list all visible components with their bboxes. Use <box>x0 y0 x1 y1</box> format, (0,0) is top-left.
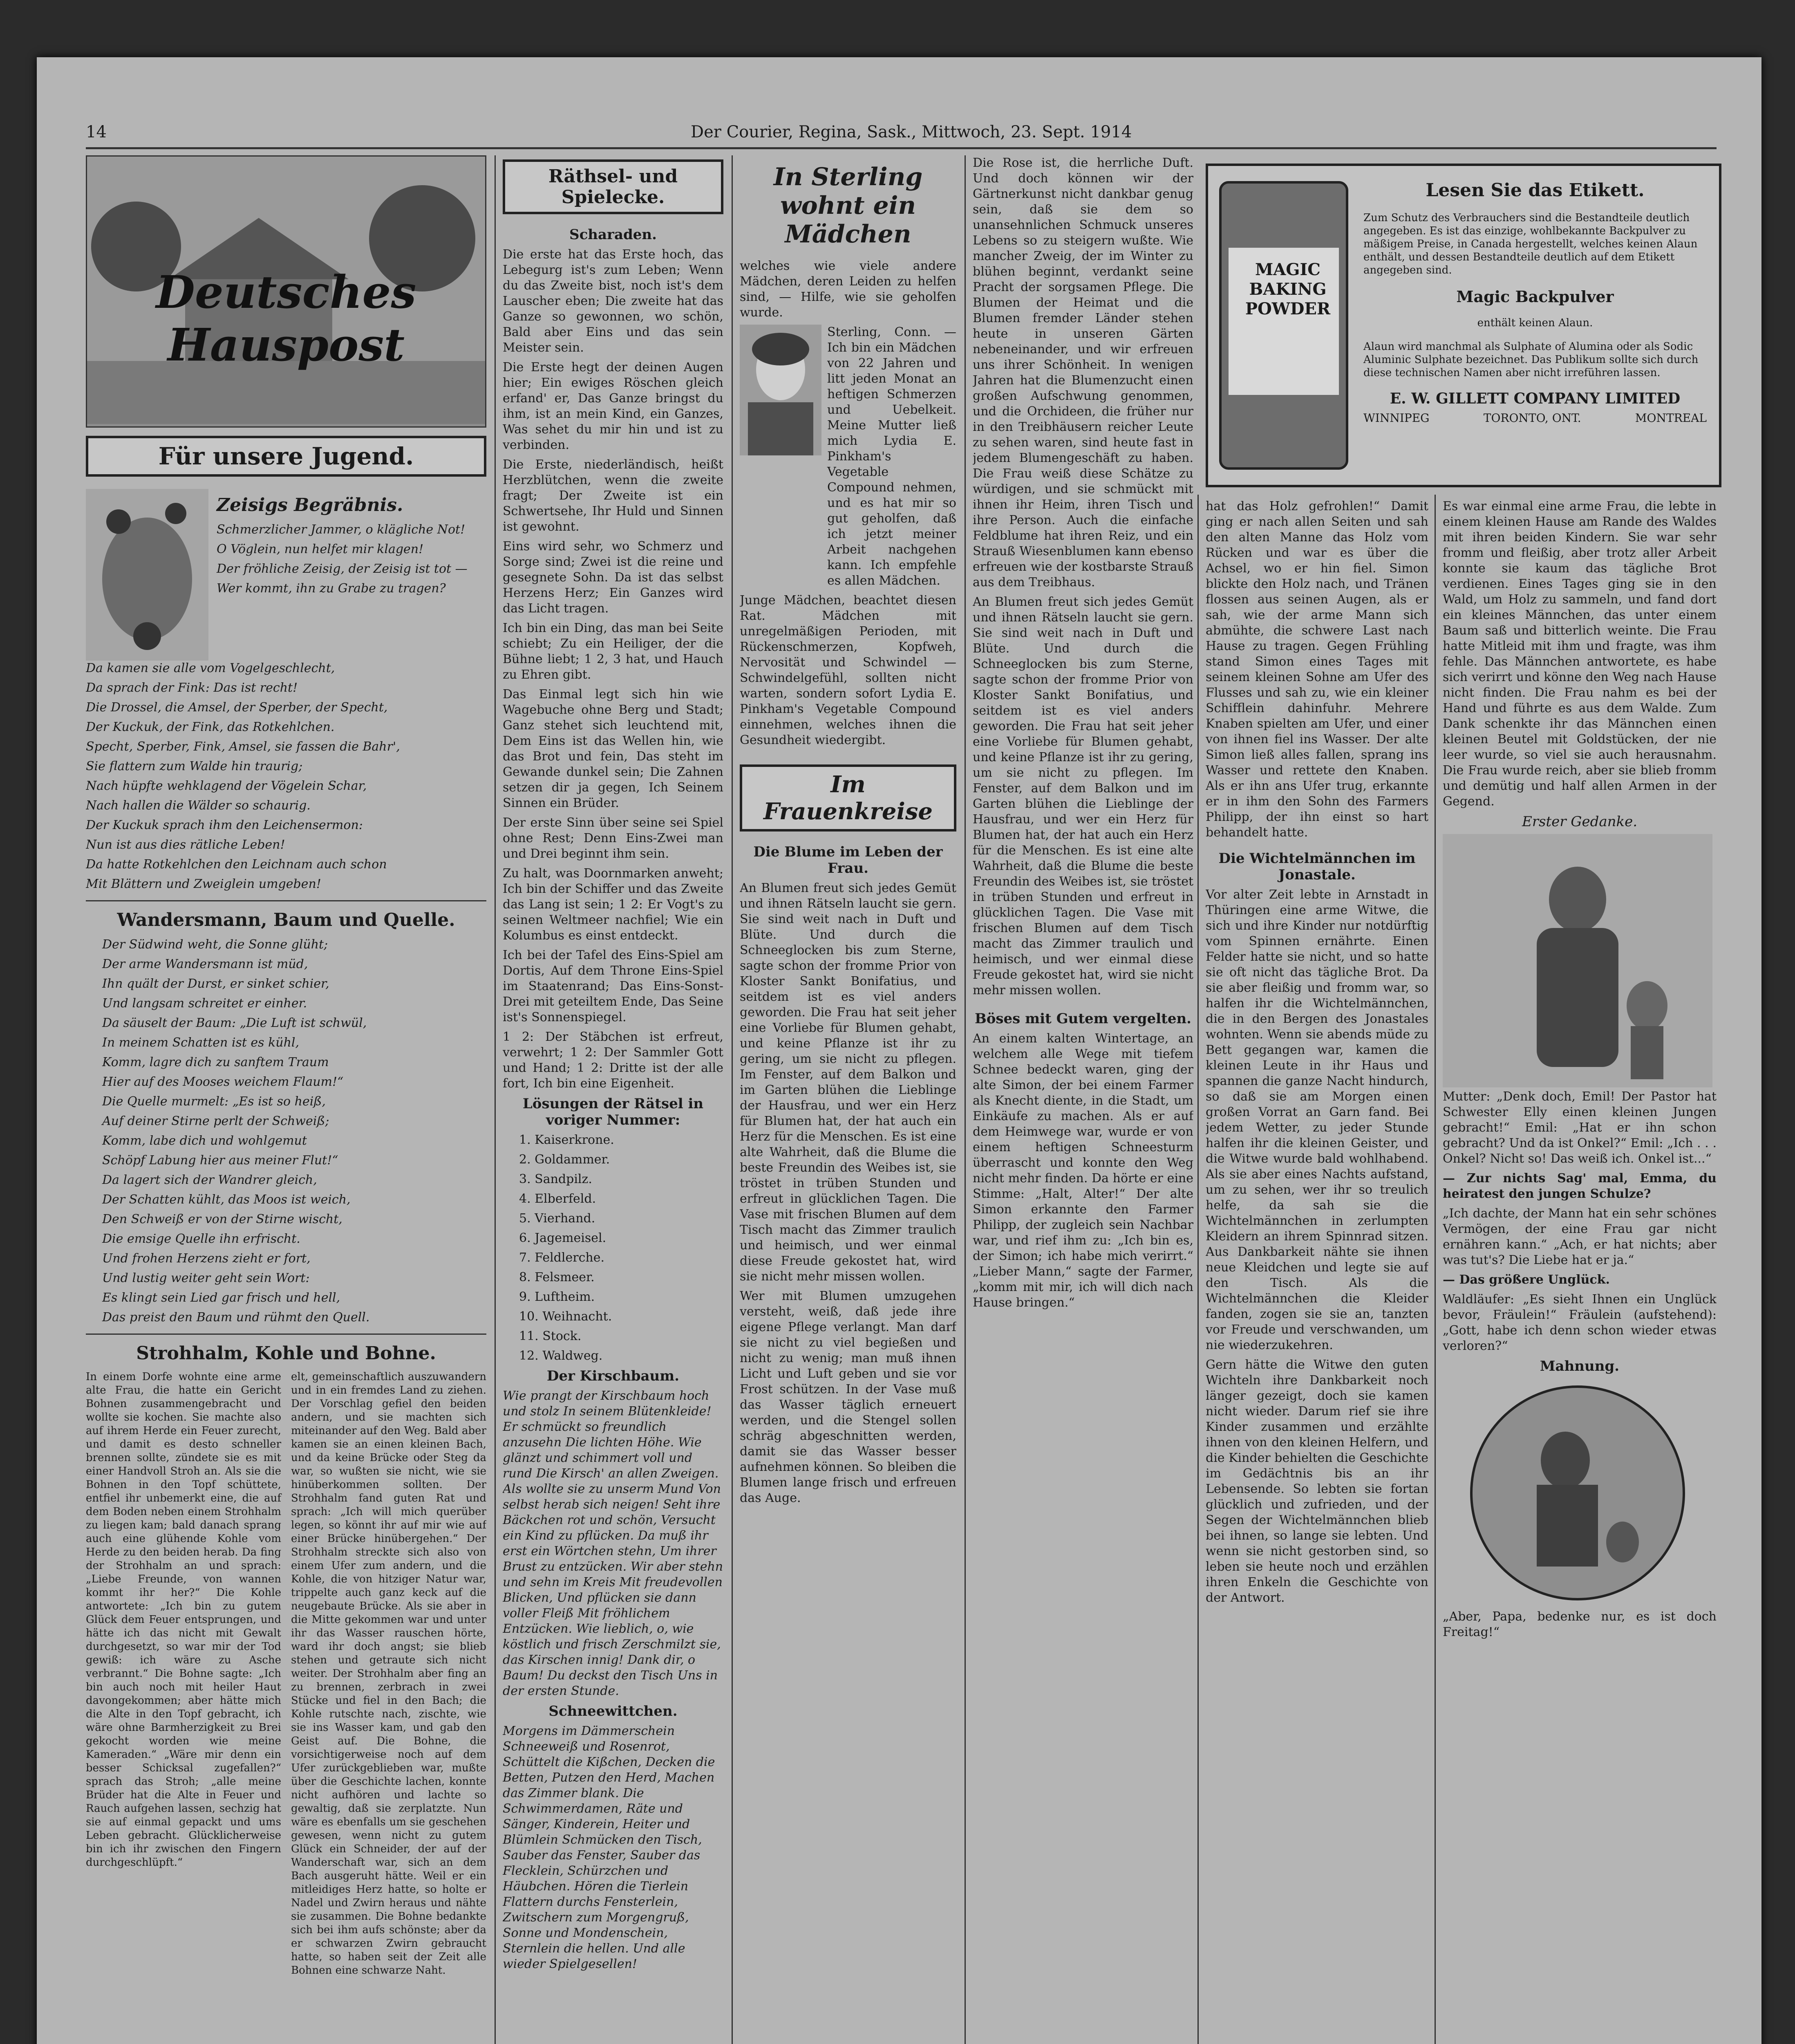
poem-line: Der arme Wandersmann ist müd, <box>102 957 308 971</box>
poem-text: Morgens im Dämmerschein Schneeweiß und Rosenrot, Schüttelt die Kißchen, Decken die Betten, Putzen den Herd, Machen das Zimmer blank. Die Schwimmerdamen, Räte und Sänger, Kinderein, Heiter und Blümlein Schmücken den Tisch, Sauber das Fenster, Sauber das Flecklein, Schürzchen und Häubchen. Hören die Tierlein Flattern durchs Fensterlein, Zwitschern zum Morgengruß, Sonne und Mondenschein, Sternlein die hellen. Und alle wieder Spielgesellen! <box>503 1724 715 1971</box>
ad-city: MONTREAL <box>1635 411 1707 425</box>
solution-item: 11. Stock. <box>519 1329 582 1343</box>
poem-line: Nach hüpfte wehklagend der Vögelein Schar, <box>86 779 367 793</box>
solution-item: 6. Jagemeisel. <box>519 1231 607 1245</box>
solution-item: 1. Kaiserkrone. <box>519 1133 614 1147</box>
riddle: Ich bin ein Ding, das man bei Seite schiebt; Zu ein Heiliger, der die Bühne liebt; 1 2, 3 hat, und Hauch zu Ehren gibt. <box>503 621 723 682</box>
poem-line: Wer kommt, ihn zu Grabe zu tragen? <box>217 581 446 596</box>
cartoon-caption: Mahnung. <box>1540 1358 1620 1374</box>
poem-text: Wie prangt der Kirschbaum hoch und stolz In seinem Blütenkleide! Er schmückt so freundlich anzusehn Die lichten Höhe. Wie glänzt und schimmert voll und rund Die Kirsch' an allen Zweigen. Als wollte sie zu unserm Mund Von selbst herab sich neigen! Seht ihre Bäckchen rot und schön, Versucht ein Kind zu pflücken. Da muß ihr erst ein Wörtchen stehn, Um ihrer Brust zu entzücken. Wir aber stehn und sehn im Kreis Mit freudevollen Blicken, Und pflücken sie dann voller Fleiß Mit fröhlichem Entzücken. Wie lieblich, o, wie köstlich und frisch Zerschmilzt sie, das Kirschen innig! Dank dir, o Baum! Du deckst den Tisch Uns in der ersten Stunde. <box>503 1389 723 1698</box>
story-text: Es war einmal eine arme Frau, die lebte in einem kleinen Hause am Rande des Waldes mit ihren beiden Kindern. Sie war sehr fromm und fleißig, aber trotz aller Arbeit konnte sie kaum das tägliche Brot verdienen. Eines Tages ging sie in den Wald, um Holz zu sammeln, und fand dort ein kleines Männchen, das unter einem Baum saß und bitterlich weinte. Die Frau hatte Mitleid mit ihm und fragte, was ihm fehle. Das Männchen antwortete, es habe sich verirrt und könne den Weg nach Hause nicht finden. Die Frau nahm es bei der Hand und führte es aus dem Walde. Zum Dank schenkte ihr das Männchen einen kleinen Beutel mit Goldstücken, der nie leer wurde, so viel sie auch herausnahm. Die Frau wurde reich, aber sie blieb fromm und demütig und half allen Armen in der Gegend. <box>1443 499 1717 809</box>
poem-line: Der Schatten kühlt, das Moos ist weich, <box>102 1192 351 1207</box>
story-title-boeses: Böses mit Gutem vergelten. <box>974 1011 1192 1027</box>
riddle: Ich bei der Tafel des Eins-Spiel am Dortis, Auf dem Throne Eins-Spiel im Staatenrand; Das Eins-Sonst-Drei mit geteiltem Ende, Das Seine ist's Sonnenspiegel. <box>503 948 723 1024</box>
frauen-heading: Im Frauenkreise <box>740 764 956 831</box>
riddle: Die erste hat das Erste hoch, das Lebegurg ist's zum Leben; Wenn du das Zweite bist, noch ist's dem Lauscher eben; Die zweite hat das Ganze so gewonnen, wo schön, Bald aber Eins und das sein Meister sein. <box>503 247 723 355</box>
page-number: 14 <box>86 123 107 141</box>
newspaper-page <box>37 57 1761 2044</box>
poem-title-wandersmann: Wandersmann, Baum und Quelle. <box>117 910 455 930</box>
ad-subtitle: welches wie viele andere Mädchen, deren Leiden zu helfen sind, — Hilfe, wie sie geholfen wurde. <box>740 259 956 320</box>
poem-line: Das preist den Baum und rühmt den Quell. <box>102 1310 370 1325</box>
riddle: Die Erste hegt der deinen Augen hier; Ein ewiges Röschen gleich erfand' er, Das Ganze bringst du ihm, ist an mein Kind, ein Ganzes, Was sehet du mir hin und ist zu verbinden. <box>503 360 723 452</box>
poem-line: Es klingt sein Lied gar frisch und hell, <box>102 1291 340 1305</box>
ad-city: TORONTO, ONT. <box>1483 411 1581 425</box>
can-brand-label: MAGIC BAKING POWDER <box>1245 260 1331 318</box>
poem-line: Der Kuckuk, der Fink, das Rotkehlchen. <box>86 720 335 734</box>
poem-line: Mit Blättern und Zweiglein umgeben! <box>86 877 321 891</box>
poem-line: Komm, labe dich und wohlgemut <box>102 1134 307 1148</box>
poem-line: Da lagert sich der Wandrer gleich, <box>102 1173 317 1187</box>
solution-item: 2. Goldammer. <box>519 1152 610 1167</box>
column-divider <box>1435 495 1436 2044</box>
ad-warning: Alaun wird manchmal als Sulphate of Alumina oder als Sodic Aluminic Sulphate bezeichnet. Das Publikum sollte sich durch diese technischen Namen aber nicht irreführen lassen. <box>1363 341 1699 379</box>
poem-line: Schöpf Labung hier aus meiner Flut!“ <box>102 1153 338 1168</box>
column-humor <box>1443 499 1717 2044</box>
column-divider <box>965 155 966 2044</box>
solution-item: 5. Vierhand. <box>519 1211 595 1226</box>
column-flowers <box>973 155 1193 2044</box>
ad-heading: Lesen Sie das Etikett. <box>1426 180 1645 201</box>
ad-text-secondary: Junge Mädchen, beachtet diesen Rat. Mädchen mit unregelmäßigen Perioden, mit Rückenschmerzen, Kopfweh, Nervosität und Schwindel — Schwindelgefühl, sollten nicht warten, sondern sofort Lydia E. Pinkham's Vegetable Compound einnehmen, welches ihnen die Gesundheit wiedergibt. <box>740 593 956 747</box>
poem-line: Und lustig weiter geht sein Wort: <box>102 1271 310 1285</box>
story-text: Vor alter Zeit lebte in Arnstadt in Thüringen eine arme Witwe, die sich und ihre Kinder nur notdürftig vom Spinnen ernährte. Einen Felder hatte sie nicht, und so hatte sie oft nicht das tägliche Brot. Da sie aber fleißig und fromm war, so halfen ihr die Wichtelmännchen, die in den Bergen des Jonastales wohnten. Wenn sie abends müde zu Bett gegangen war, kamen die kleinen Leute in ihr Haus und spannen die ganze Nacht hindurch, so daß sie am Morgen einen großen Vorrat an Garn fand. Bei jedem Wetter, zu jeder Stunde halfen ihr die kleinen Geister, und die Witwe wurde bald wohlhabend. Als sie aber eines Nachts aufstand, um zu sehen, wer ihr so treulich helfe, da sah sie die Wichtelmännchen in zerlumpten Kleidern an ihrem Spinnrad sitzen. Aus Dankbarkeit nähte sie ihnen neue Kleidchen und legte sie auf den Tisch. Als die Wichtelmännchen die Kleider fanden, zogen sie sie an, tanzten vor Freude und verschwanden, um nie wiederzukehren. <box>1206 888 1428 1352</box>
section-rule <box>86 1334 486 1335</box>
header-rule <box>86 147 1717 149</box>
solution-item: 7. Feldlerche. <box>519 1251 604 1265</box>
solution-item: 8. Felsmeer. <box>519 1270 595 1284</box>
column-riddles <box>503 155 723 2044</box>
masthead-illustration <box>86 155 486 428</box>
woman-portrait-image <box>740 325 821 455</box>
poem-line: Hier auf des Mooses weichem Flaum!“ <box>102 1075 344 1089</box>
poem-line: Nun ist aus dies rätliche Leben! <box>86 838 285 852</box>
poem-line: Auf deiner Stirne perlt der Schweiß; <box>102 1114 329 1128</box>
section-rule <box>86 900 486 901</box>
poem-line: In meinem Schatten ist es kühl, <box>102 1035 300 1050</box>
ad-title: In Sterling wohnt ein Mädchen <box>773 163 923 249</box>
poem-line: Ihn quält der Durst, er sinket schier, <box>102 977 329 991</box>
story-text: Gern hätte die Witwe den guten Wichteln ihre Dankbarkeit noch länger gezeigt, doch sie kamen nicht wieder. Darum rief sie ihre Kinder zusammen und erzählte ihnen von den kleinen Helfern, und die Kinder behielten die Geschichte im Gedächtnis bis an ihr Lebensende. So lebten sie fortan glücklich und zufrieden, und der Segen der Wichtelmännchen blieb bei ihnen, so lange sie lebten. Und wenn sie nicht gestorben sind, so leben sie heute noch und erzählen ihren Enkeln die Geschichte von der Antwort. <box>1206 1358 1428 1605</box>
joke-title: — Das größere Unglück. <box>1443 1273 1610 1287</box>
baking-powder-ad <box>1206 164 1721 487</box>
poem-line: Und frohen Herzens zieht er fort, <box>102 1251 311 1266</box>
riddle: Eins wird sehr, wo Schmerz und Sorge sind; Zwei ist die reine und gesegnete Sohn. Da ist das selbst Herzens Herz; Ein Ganzes wird das Licht tragen. <box>503 539 723 616</box>
poem-line: Und langsam schreitet er einher. <box>102 996 307 1011</box>
story-text: An einem kalten Wintertage, an welchem alle Wege mit tiefem Schnee bedeckt waren, ging der alte Simon, der bei einem Farmer als Knecht diente, in die Stadt, um Einkäufe zu machen. Als er auf dem Heimwege war, wurde er von einem heftigen Schneesturm überrascht und konnte den Weg nicht mehr finden. Da hörte er eine Stimme: „Halt, Alter!“ Der alte Simon erkannte den Farmer Philipp, der zugleich sein Nachbar war, und rief ihm zu: „Ich bin es, der Simon; ich habe mich verirrt.“ „Lieber Mann,“ sagte der Farmer, „komm mit mir, ich will dich nach Hause bringen.“ <box>973 1031 1193 1310</box>
masthead-title: Deutsches Hauspost <box>156 266 416 371</box>
frauen-subheading: Die Blume im Leben der Frau. <box>753 844 943 876</box>
poem-line: Specht, Sperber, Fink, Amsel, sie fassen die Bahr', <box>86 740 400 754</box>
poem-line: Komm, lagre dich zu sanftem Traum <box>102 1055 329 1069</box>
solutions-heading: Lösungen der Rätsel in voriger Nummer: <box>522 1096 704 1128</box>
poem-line: O Vöglein, nun helfet mir klagen! <box>217 542 424 556</box>
cartoon-round-image <box>1443 1378 1712 1607</box>
birds-illustration <box>86 489 208 661</box>
article-text: An Blumen freut sich jedes Gemüt und ihnen Rätseln laucht sie gern. Sie sind weit nach in Duft und Blüte. Und durch die Schneeglocken bis zum Sterne, sagte schon der fromme Prior von Kloster Sankt Bonifatius, und seitdem ist es viel anders geworden. Die Frau hat seit jeher eine Vorliebe für Blumen gehabt, und keine Pflanze ist ihr zu gering, um sie nicht zu pflegen. Im Fenster, auf dem Balkon und im Garten blühen die Lieblinge der Hausfrau, und wer ein Herz für Blumen hat, der hat auch ein Herz für die Menschen. Es ist eine alte Wahrheit, daß die Blume die beste Freundin des Weibes ist, sie tröstet in trüben Stunden und erfreut in glücklichen Tagen. Die Vase mit frischen Blumen auf dem Tisch macht das Zimmer traulich und heimisch, und wer einmal diese Freude gekostet hat, wird sie nicht mehr missen wollen. <box>973 595 1193 997</box>
poem-line: Nach hallen die Wälder so schaurig. <box>86 798 311 813</box>
poem-line: Schmerzlicher Jammer, o klägliche Not! <box>217 522 466 537</box>
baking-powder-can-image <box>1216 174 1351 477</box>
cartoon-text: „Aber, Papa, bedenke nur, es ist doch Freitag!“ <box>1443 1609 1717 1639</box>
poem-line: Sie flattern zum Walde hin traurig; <box>86 759 303 773</box>
story-text-continued: elt, gemeinschaftlich auszuwandern und in ein fremdes Land zu ziehen. Der Vorschlag gefiel den beiden andern, und sie machten sich miteinander auf den Weg. Bald aber kamen sie an einen kleinen Bach, und da keine Brücke oder Steg da war, so wußten sie nicht, wie sie hinüberkommen sollten. Der Strohhalm fand guten Rat und sprach: „Ich will mich querüber legen, so könnt ihr auf mir wie auf einer Brücke hinübergehen.“ Der Strohhalm streckte sich also von einem Ufer zum andern, und die Kohle, die von hitziger Natur war, trippelte auch ganz keck auf die neugebaute Brücke. Als sie aber in die Mitte gekommen war und unter ihr das Wasser rauschen hörte, ward ihr doch angst; sie blieb stehen und getraute sich nicht weiter. Der Strohhalm aber fing an zu brennen, zerbrach in zwei Stücke und fiel in den Bach; die Kohle rutschte nach, zischte, wie sie ins Wasser kam, und gab den Geist auf. Die Bohne, die vorsichtigerweise noch auf dem Ufer zurückgeblieben war, mußte über die Geschichte lachen, konnte nicht aufhören und lachte so gewaltig, daß sie zerplatzte. Nun wäre es ebenfalls um sie geschehen gewesen, wenn nicht zu gutem Glück ein Schneider, der auf der Wanderschaft war, sich an dem Bach ausgeruht hätte. Weil er ein mitleidiges Herz hatte, so holte er Nadel und Zwirn heraus und nähte sie zusammen. Die Bohne bedankte sich bei ihm aufs schönste; aber da er schwarzen Zwirn gebraucht hatte, so haben seit der Zeit alle Bohnen eine schwarze Naht. <box>291 1371 486 1977</box>
cartoon-text: Mutter: „Denk doch, Emil! Der Pastor hat Schwester Elly einen kleinen Jungen gebracht!“ Emil: „Hat er ihn schon gebracht? Und da ist Onkel?“ Emil: „Ich . . . Onkel? Nicht so! Das weiß ich. Onkel ist...“ <box>1443 1089 1717 1166</box>
cartoon-family-image <box>1443 834 1712 1087</box>
section-heading-youth: Für unsere Jugend. <box>86 436 486 477</box>
column-youth <box>86 155 486 2044</box>
poem-line: Die Drossel, die Amsel, der Sperber, der Specht, <box>86 700 388 715</box>
riddle: Das Einmal legt sich hin wie Wagebuche ohne Berg und Stadt; Ganz stehet sich leuchtend mit, Dem Eins ist das Wellen hin, wie das Brot und fein, Das steht im Gewande dunkel sein; Die Zahnen setzen dir ja gegen, Ich Seinem Sinnen ein Brüder. <box>503 687 723 810</box>
publication-line: Der Courier, Regina, Sask., Mittwoch, 23. Sept. 1914 <box>691 123 1132 141</box>
story-text: hat das Holz gefrohlen!“ Damit ging er nach allen Seiten und sah den alten Manne das Holz vom Rücken und war es über die Achsel, wo er hin fiel. Simon blickte den Holz nach, und Tränen flossen aus seinen Augen, als er sah, wie der arme Mann sich abmühte, die schwere Last nach Hause zu tragen. Gegen Frühling stand Simon eines Tages mit seinem kleinen Sohne am Ufer des Flusses und sah zu, wie ein kleiner Schifflein dahinfuhr. Mehrere Knaben spielten am Ufer, und einer von ihnen fiel ins Wasser. Der alte Simon ließ alles fallen, sprang ins Wasser und rettete den Knaben. Als er ihn ans Ufer trug, erkannte er in ihm den Sohn des Farmers Philipp, der ihn einst so hart behandelt hatte. <box>1206 499 1428 840</box>
riddle: 1 2: Der Stäbchen ist erfreut, verwehrt; 1 2: Der Sammler Gott und Hand; 1 2: Dritte ist der alle fort, Ich bin eine Eigenheit. <box>503 1030 723 1091</box>
riddle-section-title: Räthsel- und Spielecke. <box>503 159 723 214</box>
poem-line: Der Südwind weht, die Sonne glüht; <box>102 937 328 952</box>
joke-text: Waldläufer: „Es sieht Ihnen ein Unglück bevor, Fräulein!“ Fräulein (aufstehend): „Gott, habe ich denn schon wieder etwas verloren?“ <box>1443 1292 1717 1353</box>
story-text: In einem Dorfe wohnte eine arme alte Frau, die hatte ein Gericht Bohnen zusammengebracht und wollte sie kochen. Sie machte also auf ihrem Herde ein Feuer zurecht, und damit es desto schneller brennen sollte, zündete sie es mit einer Handvoll Stroh an. Als sie die Bohnen in den Topf schüttete, entfiel ihr unbemerkt eine, die auf dem Boden neben einem Strohhalm zu liegen kam; bald danach sprang auch eine glühende Kohle vom Herde zu den beiden herab. Da fing der Strohhalm an und sprach: „Liebe Freunde, von wannen kommt ihr her?“ Die Kohle antwortete: „Ich bin zu gutem Glück dem Feuer entsprungen, und hätte ich das nicht mit Gewalt durchgesetzt, so war mir der Tod gewiß: ich wäre zu Asche verbrannt.“ Die Bohne sagte: „Ich bin auch noch mit heiler Haut davongekommen; aber hätte mich die Alte in den Topf gebracht, ich wäre ohne Barmherzigkeit zu Brei gekocht worden wie meine Kameraden.“ „Wäre mir denn ein besser Schicksal zugefallen?“ sprach das Stroh; „alle meine Brüder hat die Alte in Feuer und Rauch aufgehen lassen, sechzig hat sie auf einmal gepackt und ums Leben gebracht. Glücklicherweise bin ich ihr zwischen den Fingern durchgeschlüpft.“ <box>86 1371 281 1869</box>
riddle: Zu halt, was Doornmarken anweht; Ich bin der Schiffer und das Zweite das Lang ist sein; 1 2: Er Vogt's zu seinen Weltmeer nachfiel; Wie ein Kolumbus es einst entdeckt. <box>503 866 723 943</box>
joke-text: „Ich dachte, der Mann hat ein sehr schönes Vermögen, der eine Frau gar nicht ernähren kann.“ „Ach, er hat nichts; aber was tut's? Die Liebe hat er ja.“ <box>1443 1206 1717 1267</box>
ad-text: Sterling, Conn. — Ich bin ein Mädchen von 22 Jahren und litt jeden Monat an heftigen Schmerzen und Uebelkeit. Meine Mutter ließ mich Lydia E. Pinkham's Vegetable Compound nehmen, und es hat mir so gut geholfen, daß ich jetzt meiner Arbeit nachgehen kann. Ich empfehle es allen Mädchen. <box>827 325 956 588</box>
solution-item: 4. Elberfeld. <box>519 1192 596 1206</box>
poem-title-zeisig: Zeisigs Begräbnis. <box>217 495 403 515</box>
poem-line: Da hatte Rotkehlchen den Leichnam auch schon <box>86 857 387 872</box>
story-title-strohhalm: Strohhalm, Kohle und Bohne. <box>136 1343 436 1364</box>
story-title-wichtel: Die Wichtelmännchen im Jonastale. <box>1218 850 1416 883</box>
solution-item: 12. Waldweg. <box>519 1349 603 1363</box>
ad-city: WINNIPEG <box>1363 411 1430 425</box>
ad-cities <box>1363 411 1707 425</box>
ad-company: E. W. GILLETT COMPANY LIMITED <box>1390 390 1681 407</box>
ad-product: Magic Backpulver <box>1456 287 1614 306</box>
joke-title: — Zur nichts Sag' mal, Emma, du heiratest den jungen Schulze? <box>1443 1171 1717 1201</box>
column-women <box>740 155 956 2044</box>
frauen-text: An Blumen freut sich jedes Gemüt und ihnen Rätseln laucht sie gern. Sie sind weit nach in Duft und Blüte. Und durch die Schneeglocken bis zum Sterne, sagte schon der fromme Prior von Kloster Sankt Bonifatius, und seitdem ist es viel anders geworden. Die Frau hat seit jeher eine Vorliebe für Blumen gehabt, und keine Pflanze ist ihr zu gering, um sie nicht zu pflegen. Im Fenster, auf dem Balkon und im Garten blühen die Lieblinge der Hausfrau, und wer ein Herz für Blumen hat, der hat auch ein Herz für die Menschen. Es ist eine alte Wahrheit, daß die Blume die beste Freundin des Weibes ist, sie tröstet in trüben Stunden und erfreut in glücklichen Tagen. Die Vase mit frischen Blumen auf dem Tisch macht das Zimmer traulich und heimisch, und wer einmal diese Freude gekostet hat, wird sie nicht mehr missen wollen. <box>740 881 956 1284</box>
solution-item: 9. Luftheim. <box>519 1290 595 1304</box>
riddle: Der erste Sinn über seine sei Spiel ohne Rest; Denn Eins-Zwei man und Drei beginnt ihm sein. <box>503 816 723 861</box>
poem-line: Die Quelle murmelt: „Es ist so heiß, <box>102 1094 326 1109</box>
article-text: Die Rose ist, die herrliche Duft. Und doch können wir der Gärtnerkunst nicht dankbar genug sein, daß sie dem so unansehnlichen Schmuck unseres Lebens so zu steigern wußte. Wie mancher Zweig, der im Winter zu blühen beginnt, verdankt seine Pracht der sorgsamen Pflege. Die Blumen der Heimat und die Blumen fremder Länder stehen heute in unseren Gärten nebeneinander, und wir erfreuen uns ihrer Schönheit. In wenigen Jahren hat die Blumenzucht einen großen Aufschwung genommen, und die Orchideen, die früher nur in den Treibhäusern reicher Leute zu sehen waren, sind heute fast in jedem Blumengeschäft zu haben. Die Frau weiß diese Schätze zu würdigen, und sie schmückt mit ihnen ihr Heim, ihren Tisch und ihre Person. Auch die einfache Feldblume hat ihren Reiz, und ein Strauß Wiesenblumen kann ebenso erfreuen wie der kostbarste Strauß aus dem Treibhaus. <box>973 156 1193 589</box>
ad-product-note: enthält keinen Alaun. <box>1477 317 1593 329</box>
solution-item: 10. Weihnacht. <box>519 1309 612 1324</box>
riddle-heading: Scharaden. <box>569 226 657 243</box>
poem-line: Der Kuckuk sprach ihm den Leichensermon: <box>86 818 363 832</box>
column-stories <box>1206 499 1428 2044</box>
poem-title-schneewittchen: Schneewittchen. <box>548 1703 678 1719</box>
poem-line: Da sprach der Fink: Das ist recht! <box>86 681 298 695</box>
poem-line: Da säuselt der Baum: „Die Luft ist schwül, <box>102 1016 367 1030</box>
column-divider <box>1197 495 1199 2044</box>
solution-item: 3. Sandpilz. <box>519 1172 592 1186</box>
frauen-text: Wer mit Blumen umzugehen versteht, weiß, daß jede ihre eigene Pflege verlangt. Man darf sie nicht zu viel begießen und nicht zu wenig; man muß ihnen Licht und Luft geben und sie vor Frost schützen. In der Vase muß das Wasser täglich erneuert werden, und die Stengel sollen schräg abgeschnitten werden, damit sie das Wasser besser aufnehmen können. So bleiben die Blumen lange frisch und erfreuen das Auge. <box>740 1289 956 1505</box>
poem-title-kirschbaum: Der Kirschbaum. <box>546 1368 680 1384</box>
cartoon-caption: Erster Gedanke. <box>1522 814 1638 830</box>
poem-line: Da kamen sie alle vom Vogelgeschlecht, <box>86 661 335 675</box>
column-divider <box>732 155 733 2044</box>
column-divider <box>495 155 496 2044</box>
ad-body: Zum Schutz des Verbrauchers sind die Bestandteile deutlich angegeben. Es ist das einzige, wohlbekannte Backpulver zu mäßigem Preise, in Canada hergestellt, welches keinen Alaun enthält, und dessen Bestandteile deutlich auf dem Etikett angegeben sind. <box>1363 212 1698 276</box>
poem-line: Den Schweiß er von der Stirne wischt, <box>102 1212 342 1226</box>
poem-line: Der fröhliche Zeisig, der Zeisig ist tot — <box>217 562 468 576</box>
riddle: Die Erste, niederländisch, heißt Herzblütchen, wenn die zweite fragt; Der Zweite ist ein Schwertsehe, Ihr Huld und Sinnen ist gewohnt. <box>503 457 723 534</box>
poem-line: Die emsige Quelle ihn erfrischt. <box>102 1232 300 1246</box>
